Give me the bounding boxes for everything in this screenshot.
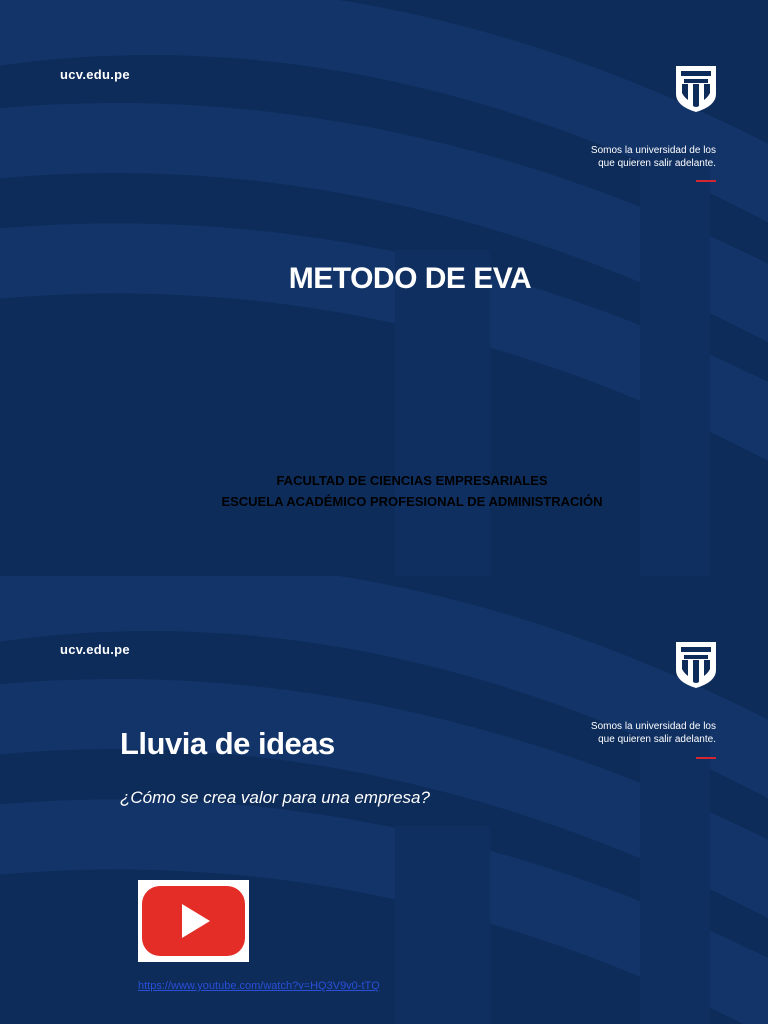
youtube-link[interactable]: https://www.youtube.com/watch?v=HQ3V9v0-tTQ	[138, 980, 380, 992]
university-tagline	[560, 144, 716, 170]
site-url: ucv.edu.pe	[60, 67, 130, 82]
tagline-line-1: Somos la universidad de los	[590, 721, 716, 732]
slide-brainstorm	[0, 576, 768, 1024]
tagline-line-2: que quieren salir adelante.	[598, 158, 716, 169]
tagline-line-1: Somos la universidad de los	[590, 145, 716, 156]
youtube-play-icon[interactable]	[138, 880, 249, 962]
slide-heading: Lluvia de ideas	[120, 726, 335, 761]
ucv-shield-logo-icon	[676, 642, 716, 688]
faculty-line: FACULTAD DE CIENCIAS EMPRESARIALES	[276, 473, 548, 488]
faculty-info	[0, 470, 768, 512]
youtube-video-thumbnail[interactable]	[138, 880, 249, 962]
site-url: ucv.edu.pe	[60, 642, 130, 657]
university-tagline	[560, 720, 716, 746]
guiding-question: ¿Cómo se crea valor para una empresa?	[120, 788, 430, 807]
ucv-shield-logo-icon	[676, 66, 716, 112]
accent-line	[696, 757, 716, 759]
accent-line	[696, 180, 716, 182]
slide-title-text: METODO DE EVA	[288, 262, 532, 295]
tagline-line-2: que quieren salir adelante.	[598, 734, 716, 745]
school-line: ESCUELA ACADÉMICO PROFESIONAL DE ADMINISTRACIÓN	[221, 494, 603, 509]
